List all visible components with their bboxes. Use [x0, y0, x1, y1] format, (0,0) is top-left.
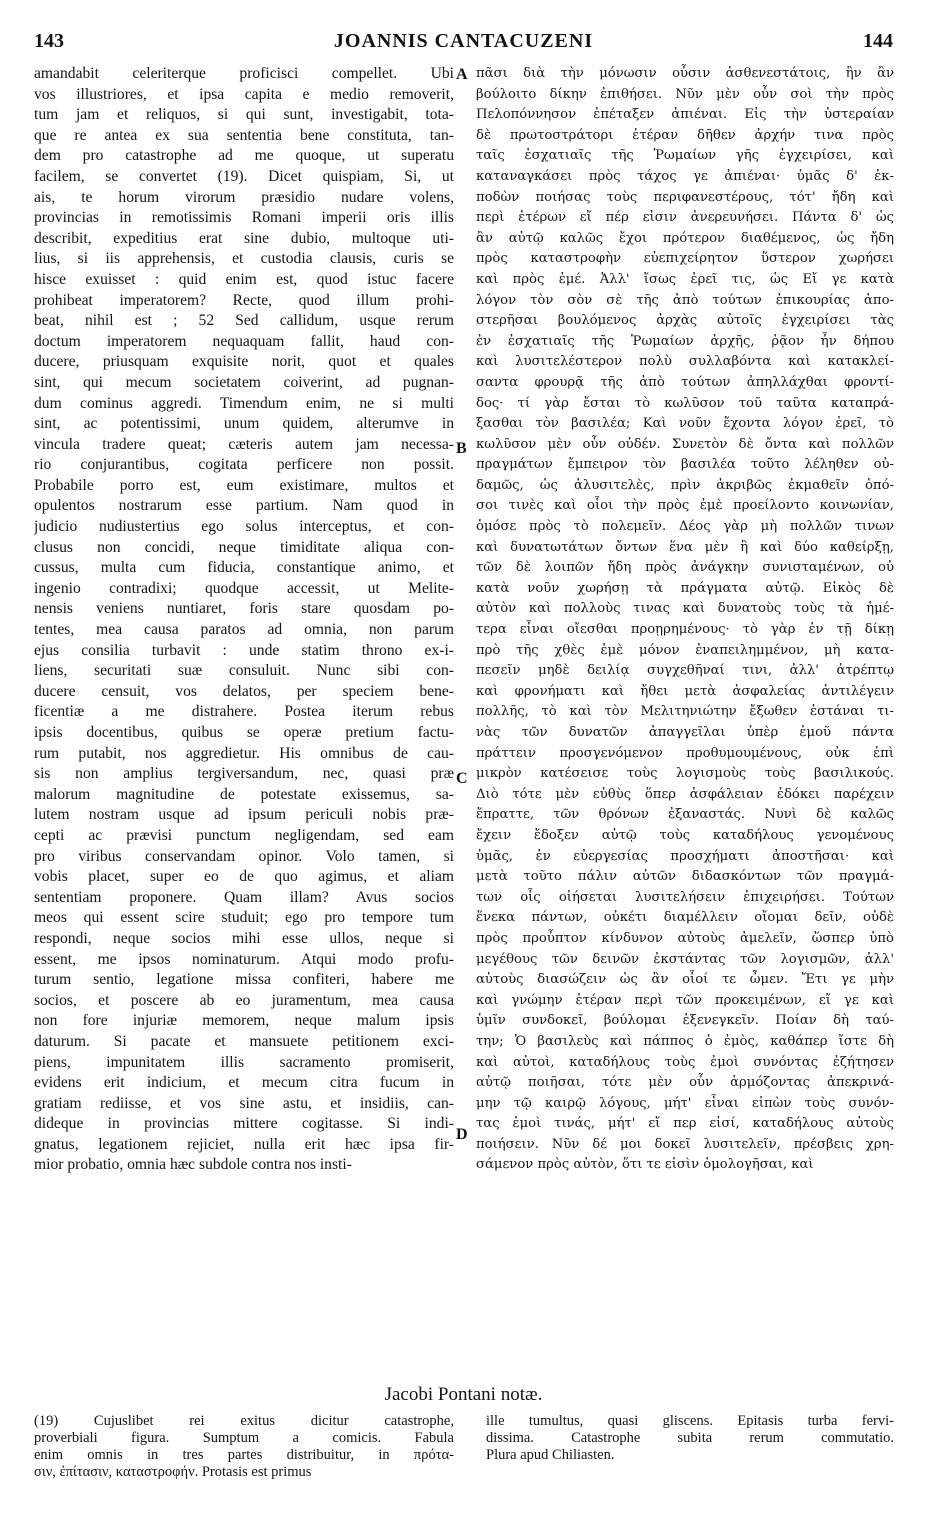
greek-text-line: αὐτῷ ποιῆσαι, τότε μὲν οὖν ἁρμόζοντας ἀπεκρινά-: [476, 1075, 894, 1091]
latin-text-line: sint, ac potentissimi, unum quidem, alterumve in: [34, 415, 454, 433]
greek-text-line: στερῆσαι βουλόμενος ἀρχὰς αὐτοῖς ἐγχειρίσει τὰς: [476, 313, 894, 329]
greek-text-line: καὶ πρὸς ἐμέ. Ἀλλ' ἴσως ἐρεῖ τις, ὡς Εἴ γε κατὰ: [476, 271, 894, 287]
greek-text-line: ὁμόσε πρὸς τὸ πολεμεῖν. Δέος γὰρ μὴ πολλῶν τινων: [476, 519, 894, 535]
notes-right-column: [486, 1413, 894, 1464]
greek-text-line: μην τῷ καιρῷ λόγους, μήτ' εἶναι εἰπὼν τοὺς συνόν-: [476, 1095, 894, 1111]
greek-text-line: νὰς τῶν δυνατῶν ἀπαγγεῖλαι ὑπὲρ ἐμοῦ πάντα: [476, 725, 894, 740]
latin-text-line: prohibeat imperatorem? Recte, quod illum prohi-: [34, 291, 454, 309]
latin-text-line: essent, me ipsos nominaturum. Atqui modo profu-: [34, 950, 454, 968]
latin-text-line: evidens erit indicium, et mecum citra fucum in: [34, 1074, 454, 1092]
page-number-right: 144: [863, 30, 893, 52]
greek-text-line: δος· τί γὰρ ἔσται τὸ κωλῦσον τοῦ ταῦτα καταπρά-: [476, 395, 894, 411]
note-line: proverbiali figura. Sumptum a comicis. Fabula: [34, 1430, 454, 1446]
latin-text-line: ducere, priusquam exquisite norit, quot et quales: [34, 353, 454, 371]
greek-text-line: καταναγκάσει πρὸς τάχος γε ἀπιέναι· ὑμᾶς δ' ἐκ-: [476, 168, 894, 184]
greek-text-line: την; Ὁ βασιλεὺς καὶ πάππος ὁ ἐμὸς, καθάπερ ἴστε δὴ: [476, 1033, 894, 1049]
note-line: σιν, ἐπίτασιν, καταστροφήν. Protasis est primus: [34, 1464, 312, 1480]
latin-text-line: nensis veniens nuntiaret, foris stare quosdam po-: [34, 600, 454, 618]
greek-text-line: πᾶσι διὰ τὴν μόνωσιν οὖσιν ἀσθενεστάτοις, ἣν ἂν: [476, 66, 894, 81]
latin-text-line: turum sentio, legatione missa confiteri, habere me: [34, 971, 454, 989]
greek-text-line: Διὸ τότε μὲν εὐθὺς ὅπερ ἀσφάλειαν ἐδόκει παρέχειν: [476, 786, 894, 802]
margin-letter-a: A: [456, 66, 468, 83]
note-line: enim omnis in tres partes distribuitur, in πρότα-: [34, 1447, 454, 1463]
greek-text-line: πρὸς καταστροφὴν εὐεπιχείρητον ὕστερον χωρήσει: [476, 251, 894, 267]
greek-text-line: σάμενον πρὸς αὐτὸν, ὅτι τε εἰσὶν ὁμολογῆσαι, καὶ: [476, 1157, 814, 1173]
running-header: [34, 30, 893, 64]
greek-text-line: ὑμῖν συνδοκεῖ, βούλομαι ἐξενεγκεῖν. Ποίαν δὴ ταύ-: [476, 1013, 894, 1029]
latin-text-line: doctum imperatorem nequaquam fallit, haud con-: [34, 332, 454, 350]
greek-text-line: δὲ πρωτοστράτορι ἑτέραν δῆθεν ἀρχήν τινα πρὸς: [476, 127, 894, 143]
latin-text-line: pro viribus conservandam opinor. Volo tamen, si: [34, 847, 454, 865]
greek-text-line: σαντα φρουρᾷ τῆς ἀπὸ τούτων ἀπηλλάχθαι φροντί-: [476, 374, 894, 390]
latin-text-line: sis non amplius tergiversandum, nec, quasi præ: [34, 765, 454, 783]
latin-text-line: Probabile porro est, eum existimare, multos et: [34, 476, 454, 494]
latin-text-line: describit, expeditius erat sine dubio, multoque uti-: [34, 229, 454, 247]
latin-text-line: vincula tradere queat; cæteris autem jam necessa-: [34, 435, 454, 453]
greek-text-line: ποδὼν ποιήσας τοὺς περιφανεστέρους, τότ' ἤδη καὶ: [476, 189, 894, 205]
greek-text-line: καὶ δυνατωτάτων ὄντων ἕνα μὲν ἢ καὶ δύο καθείρξῃ,: [476, 539, 894, 555]
latin-text-line: clusus non concidi, neque timiditate aliqua con-: [34, 538, 454, 556]
greek-text-line: ξασθαι τὸν βασιλέα; Καὶ νοῦν ἔχοντα λόγον ἐρεῖ, τὸ: [476, 416, 894, 432]
latin-text-line: rum putabit, nos aggredietur. His omnibus de cau-: [34, 744, 454, 762]
latin-text-line: tum jam et reliquos, si qui sunt, investigabit, tota-: [34, 106, 454, 124]
greek-text-line: των οἷς οἰήσεται λυσιτελήσειν ἐπιχειρήσει. Τούτων: [476, 889, 894, 905]
latin-text-line: socios, et poscere ab eo juramentum, mea causa: [34, 991, 454, 1009]
latin-text-line: gnatus, legationem rejiciet, nulla erit hæc ipsa fir-: [34, 1135, 454, 1153]
latin-text-line: mior probatio, omnia hæc subdole contra nos insti-: [34, 1156, 352, 1174]
latin-text-line: piens, impunitatem illis sacramento promiserit,: [34, 1053, 454, 1071]
greek-text-line: μετὰ τοῦτο πάλιν αὐτῶν διδασκόντων τῶν πραγμά-: [476, 869, 894, 885]
greek-text-line: καὶ αὐτοὶ, καταδήλους τοὺς ἐμοὶ συνόντας ἐζήτησεν: [476, 1054, 894, 1070]
latin-text-line: meos qui essent scire studuit; ego pro tempore tum: [34, 909, 454, 927]
latin-text-line: opulentos nostrarum esse partium. Nam quod in: [34, 497, 454, 515]
greek-text-line: λόγον τὸν σὸν σὲ τῆς ἀπὸ τούτων ἐπικουρίας ἀπο-: [476, 292, 894, 308]
latin-text-line: rio conjurantibus, cogitata perficere non possit.: [34, 456, 454, 474]
greek-text-line: αὐτοὺς διασώζειν ὡς ἂν οἷοί τε ὦμεν. Ἔτι γε μὴν: [476, 972, 894, 988]
greek-text-line: πραγμάτων ἔμπειρον τὸν βασιλέα τοῦτο λέληθεν οὐ-: [476, 457, 894, 473]
latin-text-line: cepti ac prævisi punctum negligendam, sed eam: [34, 826, 454, 844]
greek-text-line: τας ἐμοὶ τινάς, μήτ' εἴ περ εἰσί, καταδήλους αὐτοὺς: [476, 1116, 894, 1132]
note-line: dissima. Catastrophe subita rerum commutatio.: [486, 1430, 894, 1446]
greek-text-line: πολλῆς, τὸ καὶ τὸν Μελιτηνιώτην ἔξωθεν ἑστάναι τι-: [476, 704, 894, 720]
greek-text-line: μεγέθους τῶν δεινῶν ἐκστάντας τῶν λογισμῶν, ἀλλ': [476, 951, 894, 967]
greek-text-line: ἐν ἐσχατιαῖς τῆς Ῥωμαίων ἀρχῆς, ῥᾷον ἦν δήπου: [476, 333, 894, 349]
greek-text-line: δαμῶς, ὡς ἀλυσιτελὲς, πρὶν ἀκριβῶς ἐκμαθεῖν ὁπό-: [476, 477, 894, 493]
margin-letter-d: D: [456, 1126, 468, 1143]
greek-text-line: ἔχειν ἔδοξεν αὐτῷ τοὺς καταδήλους γενομένους: [476, 827, 894, 843]
notes-heading: Jacobi Pontani notæ.: [384, 1384, 543, 1405]
latin-text-line: judicio nudiustertius ego solus interceptus, et con-: [34, 518, 454, 536]
greek-text-line: καὶ λυσιτελέστερον πολὺ συλλαβόντα καὶ κατακλεί-: [476, 354, 894, 370]
latin-text-line: que re antea ex sua sententia bene constituta, tan-: [34, 126, 454, 144]
greek-text-line: Πελοπόννησον ἐπέταξεν ἀπιέναι. Εἰς τὴν ὑστεραίαν: [476, 107, 894, 123]
greek-text-line: ἕνεκα πάντων, οὐκέτι διαμέλλειν οἴομαι δεῖν, οὐδὲ: [476, 910, 894, 926]
latin-text-line: ducere censuit, vos delatos, per speciem bene-: [34, 682, 454, 700]
greek-text-line: τῶν δὲ λοιπῶν ἤδη πρὸς ἀνάγκην συνισταμένων, οὐ: [476, 560, 894, 576]
greek-text-line: πρὸς προὖπτον κίνδυνον αὐτοὺς ἀμελεῖν, ὥσπερ ὑπὸ: [476, 930, 894, 946]
running-title: JOANNIS CANTACUZENI: [333, 30, 594, 52]
notes-left-column: [34, 1413, 454, 1481]
greek-text-line: μικρὸν κατέσεισε τοὺς λογισμοὺς τοὺς βασιλικούς.: [476, 766, 894, 782]
greek-text-line: τερα εἶναι οἴεσθαι προῃρημένους· τὸ γὰρ ἐν τῇ δίκῃ: [476, 622, 894, 638]
greek-text-line: καὶ γνώμην ἑτέραν περὶ τῶν προκειμένων, εἴ γε καὶ: [476, 992, 894, 1008]
greek-text-line: βούλοιτο δίκην ἐπιθήσει. Νῦν μὲν οὖν σοὶ τὴν πρὸς: [476, 86, 894, 102]
greek-text-line: ποιήσειν. Νῦν δέ μοι δοκεῖ λυσιτελεῖν, πρέσβεις χρη-: [476, 1136, 894, 1152]
latin-text-line: dideque in provincias mittere cogitasse. Si indi-: [34, 1115, 454, 1133]
greek-text-line: κωλῦσον μὲν οὖν οὐδέν. Συνετὸν δὲ ὄντα καὶ πολλῶν: [476, 436, 894, 452]
note-line: ille tumultus, quasi gliscens. Epitasis turba fervi-: [486, 1413, 894, 1429]
greek-text-line: περὶ ἑτέρων εἴ πέρ εἰσιν ἀνερευνήσει. Πάντα δ' ὡς: [476, 210, 894, 226]
greek-text-line: κατὰ νοῦν χωρήσῃ τὰ πράγματα αὐτῷ. Εἰκὸς δὲ: [476, 580, 894, 596]
latin-text-line: sententiam proponere. Quam illam? Avus socios: [34, 888, 454, 906]
page-number-left: 143: [34, 30, 64, 52]
latin-text-line: ejus consilia turbavit : unde statim throno ex-i-: [34, 641, 454, 659]
latin-text-line: ingenio contradixi; quodque accessit, ut Melite-: [34, 579, 454, 597]
latin-text-line: tentes, mea causa paratos ad omnia, non parum: [34, 621, 454, 639]
latin-text-line: facilem, se convertet (19). Dicet quispiam, Si, ut: [34, 167, 454, 185]
latin-text-line: provincias in remotissimis Romani imperii oris illis: [34, 209, 454, 227]
latin-text-line: liens, securitati suæ consuluit. Nunc sibi con-: [34, 662, 454, 680]
latin-text-line: vobis placet, super eo de quo agimus, et aliam: [34, 868, 454, 886]
latin-text-line: sint, qui mecum societatem coiverint, ad pugnan-: [34, 373, 454, 391]
greek-text-column: [476, 64, 894, 1176]
margin-letter-b: B: [456, 440, 467, 457]
note-line: Plura apud Chiliasten.: [486, 1447, 615, 1463]
greek-text-line: πεσεῖν μηδὲ δειλίᾳ συγχεθῆναί τινι, ἀλλ' ἀτρέπτῳ: [476, 663, 894, 679]
latin-text-line: dum cominus aggredi. Timendum enim, ne si multi: [34, 394, 454, 412]
greek-text-line: σοι τινὲς καὶ οἷοι τὴν πρὸς ἐμὲ προείλοντο κοινωνίαν,: [476, 498, 894, 514]
greek-text-line: πρὸ τῆς χθὲς ἐμὲ μόνον ἐναπειλημμένον, μὴ κατα-: [476, 642, 894, 658]
greek-text-line: πράττειν προσγενόμενον προθυμουμένους, οὐκ ἐπὶ: [476, 745, 894, 761]
latin-text-line: non fore injuriæ memorem, neque malum ipsis: [34, 1012, 454, 1030]
latin-text-line: cussus, multa cum fiducia, constantique animo, et: [34, 559, 454, 577]
latin-text-line: dem pro catastrophe ad me quoque, ut superatu: [34, 147, 454, 165]
latin-text-line: ficentiæ a me distrahere. Postea iterum rebus: [34, 703, 454, 721]
greek-text-line: ἔπραττε, τῶν θρόνων ἐξαναστάς. Νυνὶ δὲ καλῶς: [476, 807, 894, 823]
note-line: (19) Cujuslibet rei exitus dicitur catastrophe,: [34, 1413, 454, 1429]
latin-text-line: ipsis docentibus, quibus se operæ pretium factu-: [34, 724, 454, 741]
latin-text-line: gratiam rediisse, et vos sine astu, et insidiis, can-: [34, 1094, 454, 1112]
latin-text-line: lutem nostram usque ad ipsum periculi nobis præ-: [34, 806, 454, 824]
latin-text-line: lius, si iis apprehensis, et custodia clausis, curis se: [34, 250, 454, 268]
greek-text-line: ὑμᾶς, ἐν εὐεργεσίας προσχήματι ἀποστῆσαι· καὶ: [476, 848, 894, 864]
latin-text-line: hisce exuisset : quid enim est, quod istuc facere: [34, 270, 454, 288]
greek-text-line: ἂν αὐτῷ καλῶς ἔχοι πρότερον διαθέμενος, ὡς ἤδη: [476, 230, 894, 246]
latin-text-line: malorum magnitudine de potestate exissemus, sa-: [34, 785, 454, 803]
latin-text-line: respondi, neque socios mihi esse ullos, neque si: [34, 929, 454, 947]
latin-text-column: [34, 64, 454, 1176]
latin-text-line: amandabit celeriterque proficisci compellet. Ubi: [34, 65, 454, 82]
greek-text-line: ταῖς ἐσχατιαῖς τῆς Ῥωμαίων γῆς ἐγχειρίσει, καὶ: [476, 148, 894, 164]
latin-text-line: daturum. Si pacate et mansuete petitionem exci-: [34, 1032, 454, 1050]
latin-text-line: ais, te horum virorum præsidio nudare volens,: [34, 188, 454, 206]
margin-letter-c: C: [456, 770, 468, 787]
greek-text-line: καὶ φρονήματι καὶ ἤθει μετὰ ἀσφαλείας ἀντιλέγειν: [476, 683, 894, 699]
greek-text-line: αὐτὸν καὶ πολλοὺς τινας καὶ δυνατοὺς τοὺς τὰ ἡμέ-: [476, 601, 894, 617]
latin-text-line: vos illustriores, et ipsa capita e medio removerit,: [34, 85, 454, 103]
latin-text-line: beat, nihil est ; 52 Sed callidum, usque rerum: [34, 312, 454, 330]
